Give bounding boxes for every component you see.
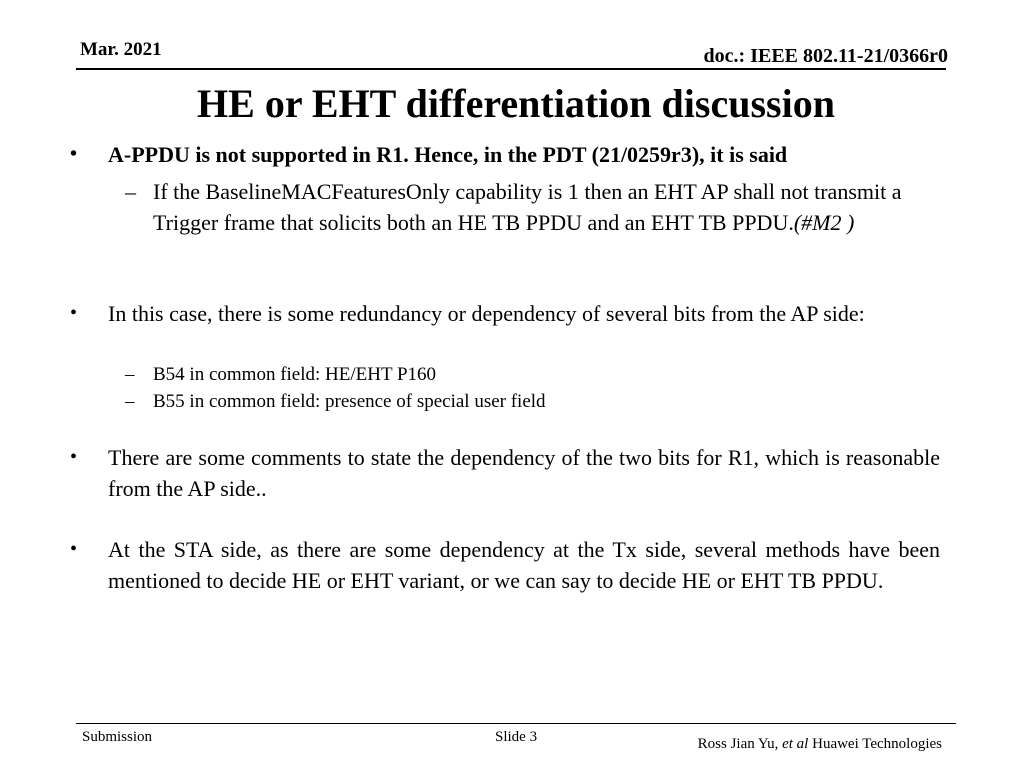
bullet-icon: • — [70, 446, 78, 468]
header-date: Mar. 2021 — [80, 39, 162, 60]
author-name: Ross Jian Yu, — [697, 736, 779, 752]
bullet-item-3 — [70, 442, 940, 504]
bullet-text: A-PPDU is not supported in R1. Hence, in the PDT (21/0259r3), it is said — [108, 142, 788, 167]
sub-bullet-text: B54 in common field: HE/EHT P160 — [153, 364, 437, 385]
sub-bullet-2-1 — [125, 361, 943, 388]
bullet-icon: • — [70, 143, 78, 165]
dash-icon: – — [125, 179, 136, 204]
footer-author — [698, 735, 942, 753]
footer-slide-number: Slide 3 — [495, 729, 538, 745]
bullet-item-2 — [70, 298, 940, 329]
dash-icon: – — [125, 391, 135, 412]
sub-bullet-text: If the BaselineMACFeaturesOnly capability is 1 then an EHT AP shall not transmit a Trigger frame that solicits both an HE TB PPDU and an EHT TB PPDU. — [153, 179, 902, 235]
bullet-text: There are some comments to state the dependency of the two bits for R1, which is reasonable from the AP side.. — [108, 445, 940, 501]
bullet-text: In this case, there is some redundancy or dependency of several bits from the AP side: — [108, 301, 865, 326]
sub-bullet-2-2 — [125, 388, 943, 415]
bullet-text: At the STA side, as there are some dependency at the Tx side, several methods have been mentioned to decide HE or EHT variant, or we can say to decide HE or EHT TB PPDU. — [108, 537, 940, 593]
bullet-item-4 — [70, 534, 940, 596]
dash-icon: – — [125, 364, 135, 385]
slide-title: HE or EHT differentiation discussion — [197, 81, 835, 126]
sub-bullet-tag: (#M2 ) — [793, 210, 855, 235]
bullet-item-1 — [70, 139, 940, 170]
header-divider — [76, 68, 946, 70]
sub-bullet-text: B55 in common field: presence of special user field — [153, 391, 546, 412]
footer-divider — [76, 723, 956, 724]
footer-submission: Submission — [82, 729, 153, 745]
bullet-icon: • — [70, 302, 78, 324]
bullet-icon: • — [70, 538, 78, 560]
author-org: Huawei Technologies — [812, 736, 942, 752]
sub-bullet-1-1 — [125, 176, 943, 238]
author-etal: et al — [782, 736, 809, 752]
header-doc-id: doc.: IEEE 802.11-21/0366r0 — [703, 45, 948, 67]
